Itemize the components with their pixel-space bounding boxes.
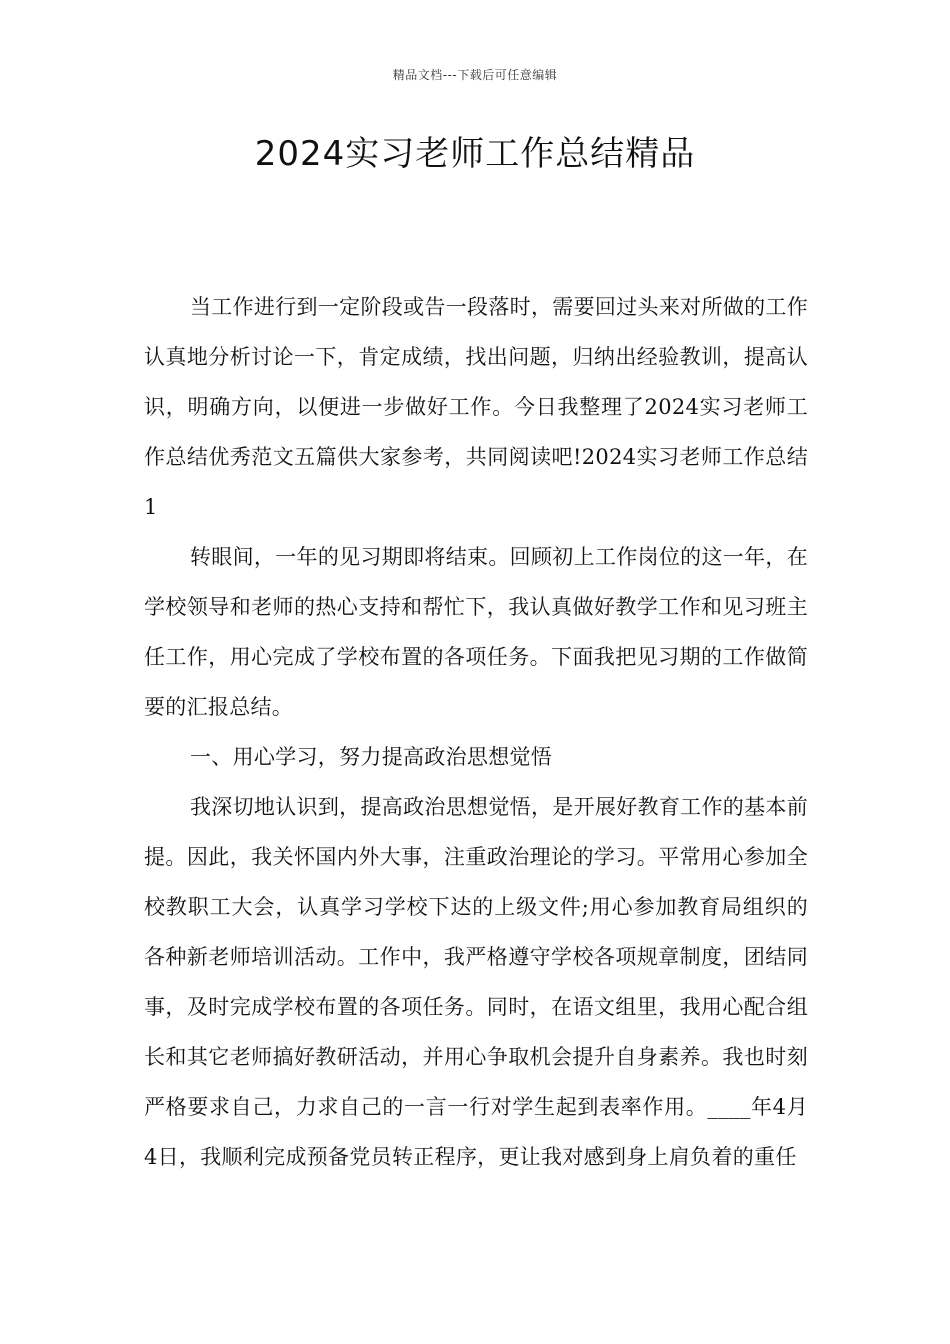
intro-paragraph: 当工作进行到一定阶段或告一段落时，需要回过头来对所做的工作认真地分析讨论一下，肯定成绩，找出问题，归纳出经验教训，提高认识，明确方向，以便进一步做好工作。今日我整理了2024实习老师工作总结优秀范文五篇供大家参考，共同阅读吧!2024实习老师工作总结1 xyxy=(144,295,808,519)
page-title: 2024实习老师工作总结精品 xyxy=(254,134,696,174)
section-heading: 一、用心学习，努力提高政治思想觉悟 xyxy=(190,745,553,769)
body-paragraph: 我深切地认识到，提高政治思想觉悟，是开展好教育工作的基本前提。因此，我关怀国内外大事，注重政治理论的学习。平常用心参加全校教职工大会，认真学习学校下达的上级文件;用心参加教育局组织的各种新老师培训活动。工作中，我严格遵守学校各项规章制度，团结同事，及时完成学校布置的各项任务。同时，在语文组里，我用心配合组长和其它老师搞好教研活动，并用心争取机会提升自身素养。我也时刻严格要求自己，力求自己的一言一行对学生起到表率作用。____年4月4日，我顺利完成预备党员转正程序，更让我对感到身上肩负着的重任 xyxy=(144,795,808,1169)
header-note: 精品文档---下载后可任意编辑 xyxy=(392,68,558,82)
body-paragraph: 转眼间，一年的见习期即将结束。回顾初上工作岗位的这一年，在学校领导和老师的热心支持和帮忙下，我认真做好教学工作和见习班主任工作，用心完成了学校布置的各项任务。下面我把见习期的工作做简要的汇报总结。 xyxy=(144,545,808,719)
document-body xyxy=(144,282,808,1182)
